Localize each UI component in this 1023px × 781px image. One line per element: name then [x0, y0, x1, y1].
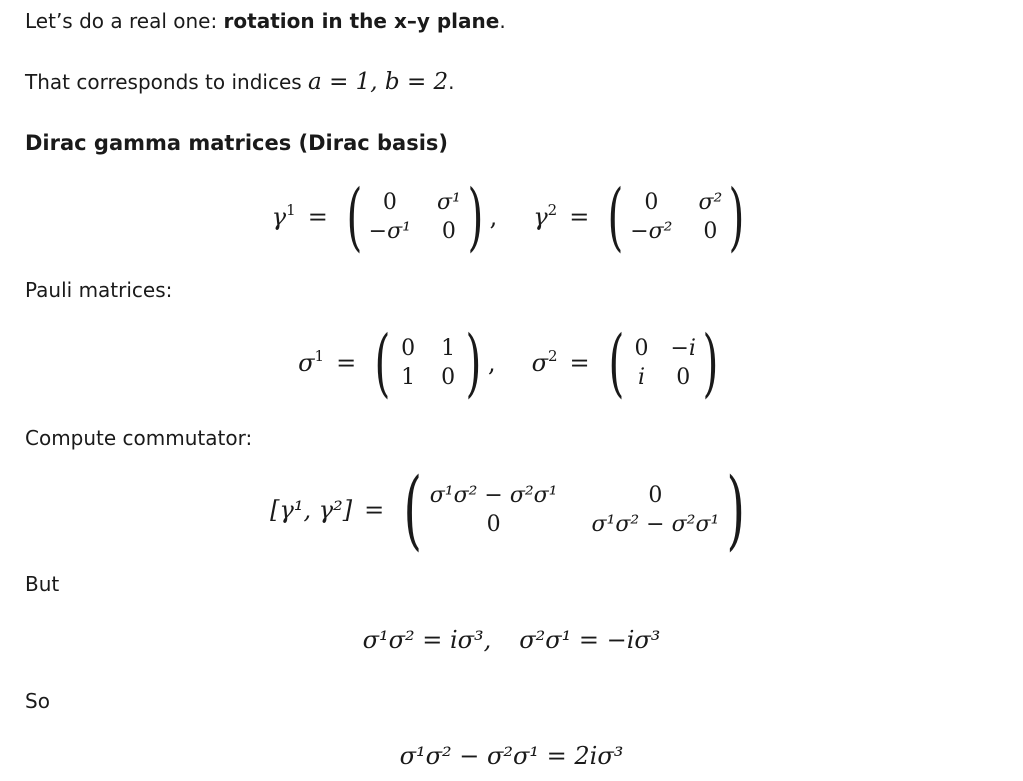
sigma1-symbol: σ: [298, 349, 315, 377]
but-label: But: [25, 572, 60, 596]
left-paren: (: [608, 320, 625, 406]
right-paren: ): [726, 460, 746, 560]
matrix-cell: σ¹σ² − σ²σ¹: [591, 512, 720, 537]
matrix-cell: 0: [401, 336, 416, 361]
gamma-equation: γ $^1$ = ( 0 σ¹ −σ¹ 0 ) , γ $^2$ = ( 0 σ² −σ² 0 ): [271, 174, 745, 260]
commutator-result: σ¹σ² − σ²σ¹ = 2iσ³: [399, 742, 624, 770]
matrix-cell: 0: [634, 336, 649, 361]
gamma2-symbol: γ: [533, 203, 548, 231]
so-equation: [0, 736, 1023, 776]
matrix-cell: σ²: [698, 190, 723, 215]
matrix-cell: 0: [703, 219, 718, 244]
intro-bold-phrase: rotation in the x–y plane: [223, 9, 500, 33]
left-paren: (: [346, 174, 363, 260]
sigma1-matrix: [397, 336, 459, 390]
section-heading: Dirac gamma matrices (Dirac basis): [25, 131, 449, 155]
right-paren: ): [465, 320, 482, 406]
matrix-cell: 0: [382, 190, 397, 215]
right-paren: ): [467, 174, 484, 260]
left-paren: (: [403, 460, 423, 560]
indices-period: .: [448, 70, 455, 94]
matrix-cell: 0: [441, 219, 456, 244]
matrix-cell: 1: [401, 365, 416, 390]
intro-line: [25, 9, 506, 33]
gamma1-matrix: [369, 190, 461, 244]
intro-text: Let’s do a real one:: [25, 9, 224, 33]
matrix-cell: −σ²: [630, 219, 673, 244]
commutator-matrix: [430, 483, 720, 537]
matrix-cell: −i: [670, 336, 696, 361]
left-paren: (: [607, 174, 624, 260]
left-paren: (: [374, 320, 391, 406]
commutator-equation: [γ¹, γ²] = ( σ¹σ² − σ²σ¹ 0 0 σ¹σ² − σ²σ¹ ): [270, 460, 746, 560]
matrix-cell: 0: [676, 365, 691, 390]
matrix-cell: −σ¹: [368, 219, 411, 244]
pauli-equation: σ $^1$ = ( 0 1 1 0 ) , σ $^2$ = ( 0 −i i 0 ): [298, 320, 719, 406]
commutator-lhs: [γ¹, γ²]: [270, 496, 353, 524]
matrix-cell: 0: [441, 365, 456, 390]
gamma2-matrix: [630, 190, 722, 244]
matrix-cell: 0: [648, 483, 663, 508]
commutator-label: Compute commutator:: [25, 426, 253, 450]
but-equation: [0, 620, 1023, 660]
sigma2-symbol: σ: [531, 349, 548, 377]
matrix-cell: 0: [644, 190, 659, 215]
right-paren: ): [728, 174, 745, 260]
sigma-product-identity-1: σ¹σ² = iσ³,: [362, 626, 492, 654]
matrix-cell: 1: [441, 336, 456, 361]
matrix-cell: σ¹σ² − σ²σ¹: [429, 483, 558, 508]
so-label: So: [25, 689, 50, 713]
indices-line: [25, 70, 455, 94]
indices-math: a = 1, b = 2: [308, 69, 449, 95]
gamma1-symbol: γ: [271, 203, 287, 231]
sigma2-matrix: [631, 336, 696, 390]
matrix-cell: σ¹: [436, 190, 461, 215]
right-paren: ): [702, 320, 719, 406]
sigma-product-identity-2: σ²σ¹ = −iσ³: [519, 626, 661, 654]
pauli-label: Pauli matrices:: [25, 278, 173, 302]
matrix-cell: 0: [486, 512, 501, 537]
indices-text: That corresponds to indices: [25, 70, 309, 94]
intro-period: .: [499, 9, 506, 33]
matrix-cell: i: [637, 365, 646, 390]
